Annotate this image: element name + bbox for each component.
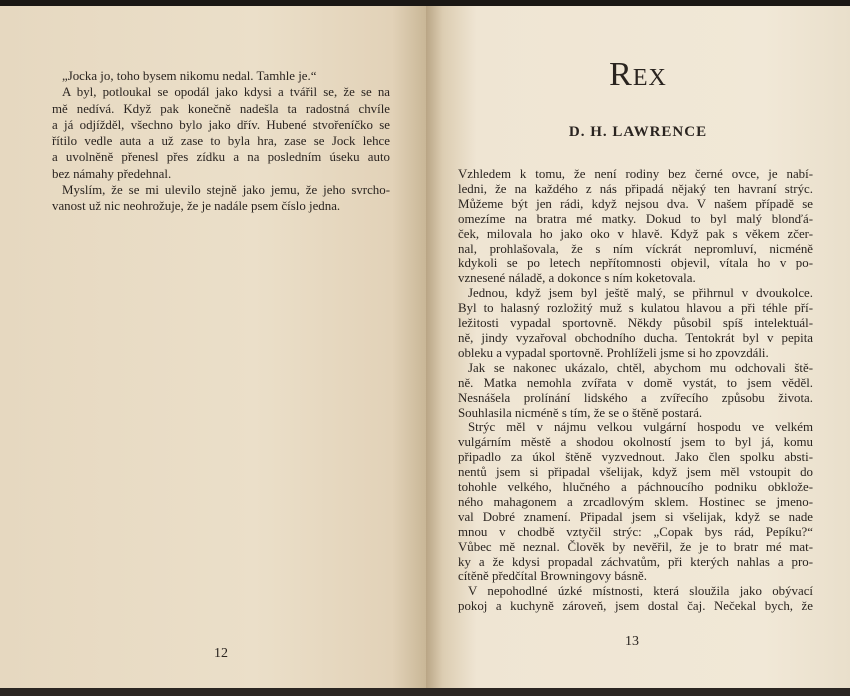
text-line: a já odjížděl, všechno bylo jako dřív. Hubené stvořeníčko se [52,117,390,132]
text-line: připadlo za úkol štěně vyzvednout. Jako člen spolku absti- [458,450,813,465]
story-title: Rex [609,56,667,93]
story-author: D. H. LAWRENCE [568,124,708,140]
text-line: ček, milovala ho jako oko v hlavě. Když pak s věkem zčer- [458,226,813,241]
left-page [0,6,426,688]
text-line: A byl, potloukal se opodál jako kdysi a tvářil se, že se na [62,85,390,100]
paragraph [52,182,390,215]
text-line: Strýc měl v nájmu velkou vulgární hospodu ve velkém [468,420,813,435]
text-line: kdykoli se po letech nepřítomnosti objevil, vítala ho v po- [458,256,813,271]
right-page-text [458,167,813,614]
paragraph [458,286,813,361]
text-line: Jednou, když jsem byl ještě malý, se přihrnul v dvoukolce. [468,286,813,301]
text-line: vanost už nic neohrožuje, že je nadále psem číslo jedna. [52,199,341,214]
text-line: ně, jindy vyzařoval obchodního ducha. Tentokrát byl v pepita [458,330,813,345]
text-line: Jak se nakonec ukázalo, chtěl, abychom mu odchovali ště- [468,360,813,375]
text-line: Souhlasila nicméně s tím, že se o štěně postará. [458,405,703,420]
text-line: Vzhledem k tomu, že není rodiny bez černé ovce, je nabí- [458,167,813,181]
text-line: Nesnášela prolínání lidského a zvířecího způsobu života. [458,390,813,405]
paragraph [458,167,813,286]
text-line: val Dobré znamení. Připadal jsem si všelijak, když se nade [458,509,813,524]
page-number-left: 12 [214,646,228,661]
text-line: omezíme na bratra mé matky. Dokud to byl malý blonďá- [458,211,813,226]
text-line: ného mahagonem a zrcadlovým sklem. Hostinec se jmeno- [458,494,813,509]
text-line: Vůbec mě neznal. Člověk by nevěřil, že je to bratr mé mat- [458,539,813,554]
text-line: obleku a vypadal sportovně. Prohlíželi jsme si ho zpovzdáli. [458,345,769,360]
text-line: vznesené náladě, a dokonce s ním koketovala. [458,271,696,286]
text-line: pokoj a kuchyně zároveň, jsem dostal čaj. Nečekal bych, že [458,599,813,614]
text-line: ledni, že na každého z nás připadá nějaký ten havraní strýc. [458,181,813,196]
left-page-text [52,68,390,215]
scan-bottom-edge [0,688,850,696]
text-line: ně. Matka nemohla zvířata v domě vystát, to jsem věděl. [458,375,813,390]
text-line: V nepohodlné úzké místnosti, která sloužila jako obývací [468,584,813,599]
text-line: bez námahy předehnal. [52,166,172,181]
paragraph [458,361,813,421]
paragraph [458,420,813,584]
text-line: Byl to halasný rozložitý muž s kulatou hlavou a při téhle pří- [458,301,813,316]
text-line: tohohle velkého, hlučného a páchnoucího podniku obklože- [458,480,813,495]
page-number-right: 13 [625,634,639,649]
text-line: ležitosti vypadal sportovně. Někdy působil spíš intelektuál- [458,316,813,331]
text-line: Můžeme být jen rádi, když nejsou dva. V našem případě se [458,196,813,211]
text-line: Myslím, že se mi ulevilo stejně jako jemu, že jeho svrcho- [62,183,390,198]
text-line: mnou v chodbě vztyčil strýc: „Copak bys rád, Pepíku?“ [458,524,813,539]
text-line: nentů jsem si připadal všelijak, když jsem měl vstoupit do [458,465,813,480]
text-line: vulgárním městě a shodou okolností jsem to byl já, komu [458,435,813,450]
right-page [426,6,850,688]
text-line: mě nedívá. Když pak konečně nadešla ta radostná chvíle [52,101,390,116]
paragraph [52,84,390,182]
paragraph [52,68,390,84]
text-line: cítěně předčítal Browningovy básně. [458,569,648,584]
paragraph [458,584,813,614]
text-line: ky a že kdysi propadal záchvatům, při kterých nahlas a pro- [458,554,813,569]
text-line: a uvolněně přenesl přes zídku a na posledním úseku auto [52,150,390,165]
text-line: řítilo vedle auta a už zase to byla hra, zase se Jock lehce [52,134,390,149]
text-line: nal, prohlašovala, že s ním víckrát nepromluví, nicméně [458,241,813,256]
text-line: „Jocka jo, toho bysem nikomu nedal. Tamhle je.“ [62,69,317,83]
